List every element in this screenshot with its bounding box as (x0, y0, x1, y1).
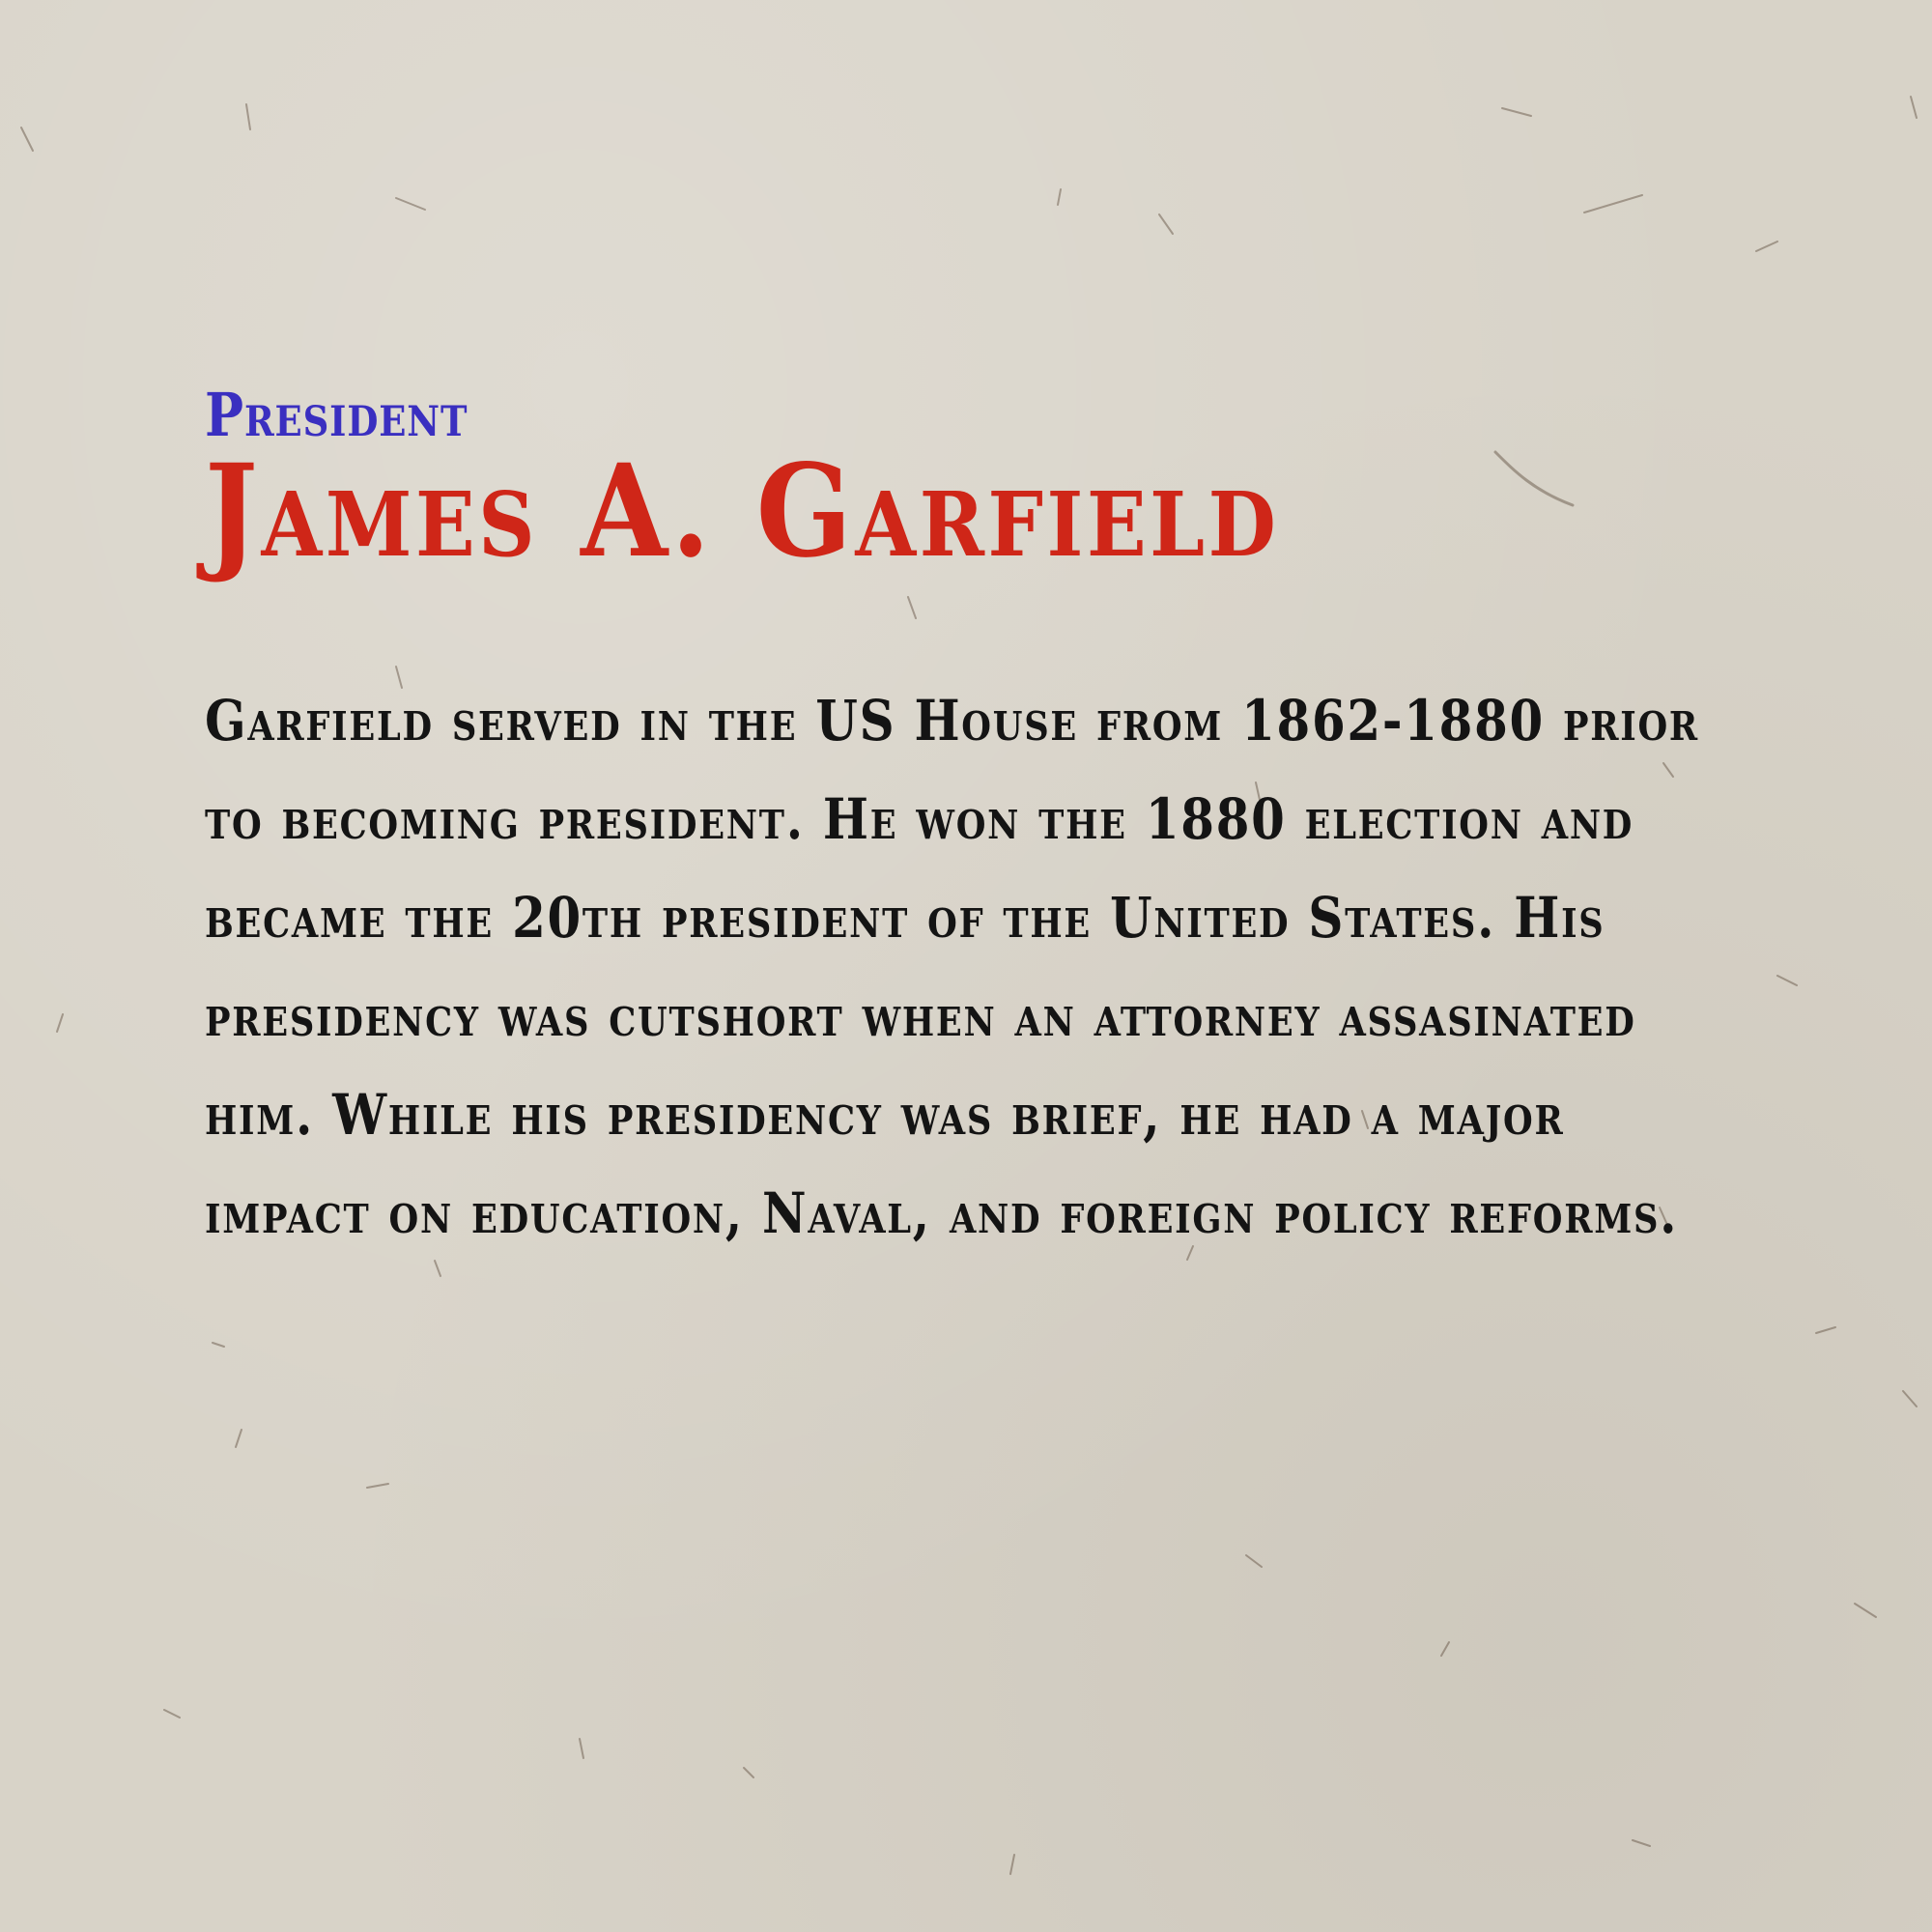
bio-paragraph: Garfield served in the US House from 1862-1880 prior to becoming president. He won the 1880 election and became the 20th president of the United States. His presidency was cutshort when an attorney assasinated him. While his presidency was brief, he had a major impact on education, Naval, and foreign policy reforms. (205, 688, 1699, 1246)
bio-card (205, 382, 1750, 1319)
page-title: James A. Garfield (205, 437, 1280, 586)
subtitle: President (205, 380, 469, 450)
